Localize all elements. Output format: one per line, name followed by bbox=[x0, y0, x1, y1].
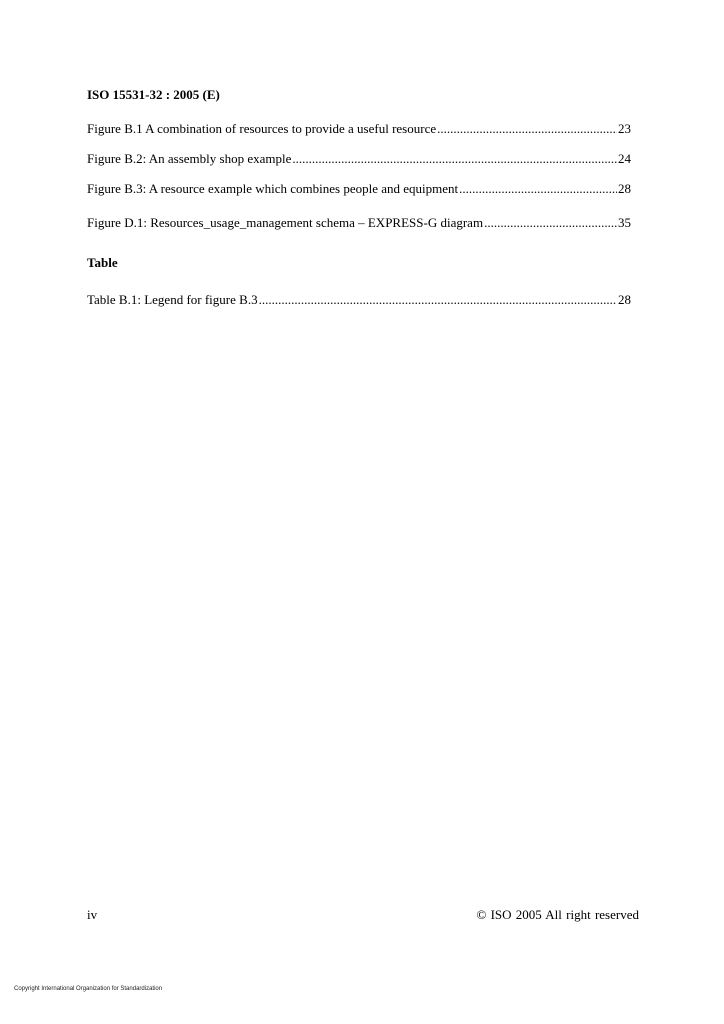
toc-dot-leader bbox=[459, 181, 617, 197]
bottom-copyright-note: Copyright International Organization for Standardization bbox=[14, 986, 163, 992]
toc-entry-page: 35 bbox=[618, 215, 631, 230]
footer-copyright: © ISO 2005 All right reserved bbox=[476, 907, 639, 922]
toc-entry-figure-d1[interactable] bbox=[87, 215, 631, 231]
toc-entry-title: Figure D.1: Resources_usage_management schema – EXPRESS-G diagram bbox=[87, 215, 484, 230]
toc-dot-leader bbox=[484, 215, 617, 231]
toc-entry-page: 28 bbox=[618, 181, 631, 196]
toc-entry-figure-b3[interactable] bbox=[87, 181, 631, 197]
toc-entry-title: Table B.1: Legend for figure B.3 bbox=[87, 292, 258, 307]
toc-dot-leader bbox=[259, 292, 617, 308]
toc-entry-title: Figure B.3: A resource example which combines people and equipment bbox=[87, 181, 459, 196]
toc-entry-page: 28 bbox=[618, 292, 631, 307]
toc-entry-figure-b2[interactable] bbox=[87, 151, 631, 167]
document-header: ISO 15531-32 : 2005 (E) bbox=[87, 87, 220, 102]
toc-entry-title: Figure B.2: An assembly shop example bbox=[87, 151, 292, 166]
toc-entry-table-b1[interactable] bbox=[87, 292, 631, 308]
table-section-heading: Table bbox=[87, 255, 118, 270]
toc-dot-leader bbox=[437, 121, 617, 137]
toc-entry-page: 23 bbox=[618, 121, 631, 136]
toc-dot-leader bbox=[292, 151, 617, 167]
toc-entry-page: 24 bbox=[618, 151, 631, 166]
footer-page-number: iv bbox=[87, 907, 98, 922]
toc-entry-figure-b1[interactable] bbox=[87, 121, 631, 137]
toc-entry-title: Figure B.1 A combination of resources to provide a useful resource bbox=[87, 121, 437, 136]
